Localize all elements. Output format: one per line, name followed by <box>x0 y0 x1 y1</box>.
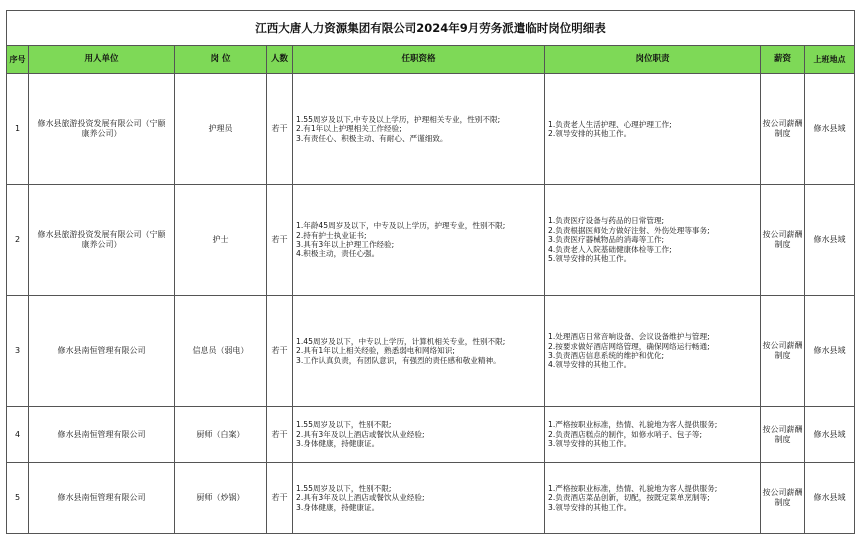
cell-duties <box>545 407 761 463</box>
cell-count: 若干 <box>267 296 293 407</box>
header-count: 人数 <box>267 46 293 74</box>
cell-location: 修水县域 <box>805 74 855 185</box>
duty-line: 2.按要求做好酒店网络管理，确保网络运行畅通; <box>548 341 710 351</box>
cell-seq: 3 <box>7 296 29 407</box>
qualification-line: 2.具有3年及以上酒店或餐饮从业经验; <box>296 493 425 503</box>
cell-count: 若干 <box>267 185 293 296</box>
cell-employer: 修水县旅游投资发展有限公司（宁颐康养公司） <box>29 74 175 185</box>
table-row <box>7 185 855 296</box>
cell-salary: 按公司薪酬制度 <box>761 296 805 407</box>
cell-duties <box>545 463 761 534</box>
cell-seq: 2 <box>7 185 29 296</box>
cell-duties <box>545 185 761 296</box>
cell-employer: 修水县南恒管理有限公司 <box>29 463 175 534</box>
duty-line: 3.负责医疗器械物品的消毒等工作; <box>548 235 665 245</box>
cell-seq: 5 <box>7 463 29 534</box>
duty-line: 1.负责老人生活护理、心理护理工作; <box>548 119 672 129</box>
cell-location: 修水县域 <box>805 407 855 463</box>
header-seq: 序号 <box>7 46 29 74</box>
cell-position: 护士 <box>175 185 267 296</box>
qualification-line: 2.具有3年及以上酒店或餐饮从业经验; <box>296 429 425 439</box>
qualification-line: 2.持有护士执业证书; <box>296 230 367 240</box>
job-table-container <box>6 10 854 534</box>
cell-employer: 修水县旅游投资发展有限公司（宁颐康养公司） <box>29 185 175 296</box>
qualification-line: 3.工作认真负责，有团队意识，有强烈的责任感和敬业精神。 <box>296 355 501 365</box>
header-location: 上班地点 <box>805 46 855 74</box>
page-title: 江西大唐人力资源集团有限公司2024年9月劳务派遣临时岗位明细表 <box>7 11 855 46</box>
duty-line: 3.领导安排的其他工作。 <box>548 502 632 512</box>
duty-line: 1.严格按职业标准，热情、礼貌地为客人提供服务; <box>548 420 718 430</box>
cell-count: 若干 <box>267 407 293 463</box>
qualification-line: 3.身体健康，持健康证。 <box>296 502 380 512</box>
cell-count: 若干 <box>267 463 293 534</box>
qualification-line: 1.55周岁及以下，性别不限; <box>296 483 392 493</box>
cell-duties <box>545 74 761 185</box>
duty-line: 3.负责酒店信息系统的维护和优化; <box>548 351 665 360</box>
duty-line: 4.领导安排的其他工作。 <box>548 360 632 370</box>
cell-qualifications <box>293 74 545 185</box>
duty-line: 2.负责酒店菜品创新，切配，按既定菜单烹制等; <box>548 493 710 503</box>
qualification-line: 2.具有1年以上相关经验，熟悉弱电和网络知识; <box>296 346 455 356</box>
duty-line: 1.负责医疗设备与药品的日常管理; <box>548 216 665 226</box>
cell-location: 修水县域 <box>805 185 855 296</box>
cell-salary: 按公司薪酬制度 <box>761 74 805 185</box>
table-row <box>7 407 855 463</box>
qualification-line: 1.45周岁及以下，中专以上学历，计算机相关专业，性别不限; <box>296 336 506 346</box>
duty-line: 1.处理酒店日常音响设备、会议设备维护与管理; <box>548 332 710 342</box>
cell-qualifications <box>293 407 545 463</box>
qualification-line: 2.有1年以上护理相关工作经验; <box>296 124 402 134</box>
qualification-line: 3.身体健康，持健康证。 <box>296 439 380 449</box>
header-qualifications: 任职资格 <box>293 46 545 74</box>
header-employer: 用人单位 <box>29 46 175 74</box>
cell-seq: 4 <box>7 407 29 463</box>
header-position: 岗 位 <box>175 46 267 74</box>
duty-line: 2.领导安排的其他工作。 <box>548 129 632 138</box>
cell-position: 厨师（白案） <box>175 407 267 463</box>
cell-location: 修水县域 <box>805 463 855 534</box>
qualification-line: 1.55周岁及以下,中专及以上学历，护理相关专业，性别不限; <box>296 114 501 124</box>
cell-position: 信息员（弱电） <box>175 296 267 407</box>
cell-count: 若干 <box>267 74 293 185</box>
cell-qualifications <box>293 185 545 296</box>
cell-qualifications <box>293 463 545 534</box>
header-salary: 薪资 <box>761 46 805 74</box>
duty-line: 5.领导安排的其他工作。 <box>548 254 632 264</box>
duty-line: 3.领导安排的其他工作。 <box>548 439 632 449</box>
duty-line: 4.负责老人入院基础健康体检等工作; <box>548 244 672 254</box>
cell-location: 修水县域 <box>805 296 855 407</box>
cell-salary: 按公司薪酬制度 <box>761 407 805 463</box>
cell-salary: 按公司薪酬制度 <box>761 463 805 534</box>
job-table <box>6 10 855 534</box>
cell-employer: 修水县南恒管理有限公司 <box>29 407 175 463</box>
cell-duties <box>545 296 761 407</box>
duty-line: 2.负责根据医师处方做好注射、外伤处理等事务; <box>548 225 710 235</box>
qualification-line: 4.积极主动，责任心强。 <box>296 249 380 259</box>
header-duties: 岗位职责 <box>545 46 761 74</box>
qualification-line: 3.具有3年以上护理工作经验; <box>296 240 395 249</box>
table-row <box>7 74 855 185</box>
cell-position: 厨师（炒锅） <box>175 463 267 534</box>
cell-position: 护理员 <box>175 74 267 185</box>
cell-salary: 按公司薪酬制度 <box>761 185 805 296</box>
qualification-line: 1.55周岁及以下，性别不限; <box>296 420 392 430</box>
cell-seq: 1 <box>7 74 29 185</box>
duty-line: 2.负责酒店糕点的制作，如修水哨子、包子等; <box>548 429 703 439</box>
duty-line: 1.严格按职业标准，热情、礼貌地为客人提供服务; <box>548 483 718 493</box>
qualification-line: 3.有责任心、积极主动、有耐心、严谨细致。 <box>296 133 448 143</box>
cell-qualifications <box>293 296 545 407</box>
table-row <box>7 463 855 534</box>
qualification-line: 1.年龄45周岁及以下，中专及以上学历，护理专业，性别不限; <box>296 221 506 231</box>
cell-employer: 修水县南恒管理有限公司 <box>29 296 175 407</box>
table-row <box>7 296 855 407</box>
